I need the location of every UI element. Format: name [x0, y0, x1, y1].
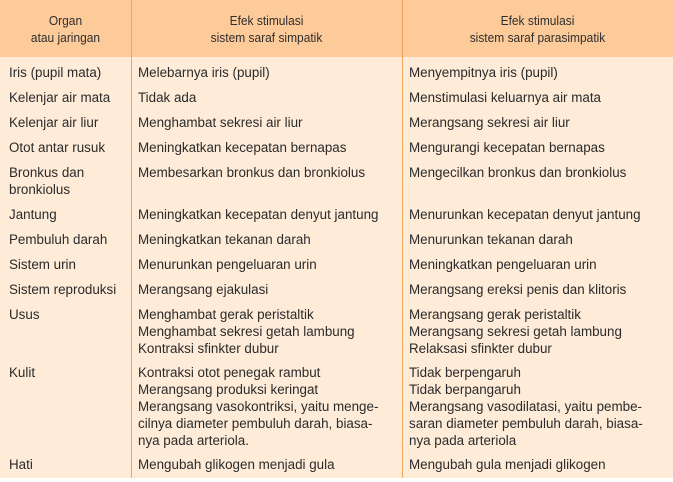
simpatik-cell-line: Meningkatkan kecepatan bernapas [138, 140, 347, 155]
parasimpatik-cell-line: Mengecilkan bronkus dan bronkiolus [409, 165, 627, 180]
simpatik-cell-line: Tidak ada [138, 90, 197, 105]
simpatik-cell-line: Meningkatkan kecepatan denyut jantung [138, 207, 379, 222]
simpatik-cell-line: Membesarkan bronkus dan bronkiolus [138, 165, 366, 180]
header-parasimpatik [413, 0, 662, 57]
simpatik-cell [138, 364, 378, 449]
simpatik-cell [138, 89, 196, 106]
parasimpatik-cell-line: Meningkatkan pengeluaran urin [409, 257, 597, 272]
parasimpatik-cell-line: Merangsang ereksi penis dan klitoris [409, 282, 627, 297]
simpatik-cell [138, 231, 311, 248]
parasimpatik-cell-line: Relaksasi sfinkter dubur [409, 341, 552, 356]
organ-cell [9, 89, 110, 106]
organ-cell-line: bronkiolus [9, 182, 71, 197]
simpatik-cell-line: Menghambat sekresi air liur [138, 115, 303, 130]
parasimpatik-cell [409, 206, 641, 223]
parasimpatik-cell-line: Mengubah gula menjadi glikogen [409, 457, 606, 472]
simpatik-cell [138, 256, 317, 273]
organ-cell-line: Hati [9, 457, 33, 472]
organ-cell [9, 206, 57, 223]
header-parasimpatik-line2: sistem saraf parasimpatik [469, 29, 606, 45]
organ-cell-line: Kelenjar air mata [9, 90, 111, 105]
organ-cell [9, 281, 116, 298]
organ-cell [9, 64, 101, 81]
simpatik-cell-line: Kontraksi otot penegak rambut [138, 365, 321, 380]
parasimpatik-cell-line: Merangsang sekresi getah lambung [409, 324, 622, 339]
parasimpatik-cell [409, 364, 643, 449]
organ-cell-line: Otot antar rusuk [9, 140, 106, 155]
organ-cell-line: Jantung [9, 207, 57, 222]
organ-cell [9, 364, 35, 381]
header-organ-line1: Organ [48, 12, 83, 28]
simpatik-cell-line: Merangsang produksi keringat [138, 382, 319, 397]
header-organ [5, 0, 126, 57]
parasimpatik-cell [409, 89, 601, 106]
simpatik-cell-line: nya pada arteriola. [138, 433, 249, 448]
simpatik-cell-line: Menghambat sekresi getah lambung [138, 324, 355, 339]
parasimpatik-cell [409, 281, 626, 298]
simpatik-cell-line: Merangsang ejakulasi [138, 282, 269, 297]
simpatik-cell [138, 114, 302, 131]
table-header [0, 0, 673, 57]
parasimpatik-cell-line: Merangsang gerak peristaltik [409, 307, 581, 322]
simpatik-cell-line: cilnya diameter pembuluh darah, biasa- [138, 416, 373, 431]
parasimpatik-cell [409, 306, 622, 357]
organ-cell [9, 306, 40, 323]
organ-cell [9, 164, 84, 198]
header-simpatik [142, 0, 391, 57]
organ-cell [9, 139, 105, 156]
header-organ-line2: atau jaringan [30, 29, 101, 45]
simpatik-cell-line: Meningkatkan tekanan darah [138, 232, 311, 247]
simpatik-cell [138, 139, 346, 156]
simpatik-cell-line: Kontraksi sfinkter dubur [138, 341, 279, 356]
simpatik-cell-line: Merangsang vasokontriksi, yaitu menge- [138, 399, 379, 414]
simpatik-cell-line: Menurunkan pengeluaran urin [138, 257, 317, 272]
parasimpatik-cell [409, 231, 573, 248]
parasimpatik-cell [409, 164, 626, 181]
column-divider-1 [131, 0, 132, 478]
parasimpatik-cell-line: Merangsang vasodilatasi, yaitu pembe- [409, 399, 642, 414]
parasimpatik-cell [409, 456, 606, 473]
organ-cell-line: Kelenjar air liur [9, 115, 99, 130]
organ-cell-line: Bronkus dan [9, 165, 85, 180]
parasimpatik-cell-line: Menyempitnya iris (pupil) [409, 65, 558, 80]
organ-cell [9, 456, 33, 473]
parasimpatik-cell-line: saran diameter pembuluh darah, biasa- [409, 416, 643, 431]
simpatik-cell [138, 164, 365, 181]
parasimpatik-cell [409, 139, 605, 156]
organ-cell-line: Usus [9, 307, 40, 322]
parasimpatik-cell-line: Menstimulasi keluarnya air mata [409, 90, 602, 105]
parasimpatik-cell-line: Tidak berpangaruh [409, 382, 521, 397]
parasimpatik-cell-line: nya pada arteriola [409, 433, 517, 448]
parasimpatik-cell [409, 64, 558, 81]
parasimpatik-cell-line: Tidak berpengaruh [409, 365, 521, 380]
simpatik-cell-line: Melebarnya iris (pupil) [138, 65, 270, 80]
organ-cell [9, 114, 98, 131]
column-divider-2 [402, 0, 403, 478]
organ-cell [9, 256, 76, 273]
header-simpatik-line2: sistem saraf simpatik [210, 29, 323, 45]
simpatik-cell [138, 306, 355, 357]
simpatik-cell [138, 281, 268, 298]
header-simpatik-line1: Efek stimulasi [229, 12, 304, 28]
organ-cell-line: Sistem reproduksi [9, 282, 117, 297]
simpatik-cell [138, 206, 378, 223]
simpatik-cell-line: Menghambat gerak peristaltik [138, 307, 314, 322]
parasimpatik-cell-line: Menurunkan kecepatan denyut jantung [409, 207, 641, 222]
parasimpatik-cell-line: Mengurangi kecepatan bernapas [409, 140, 605, 155]
organ-cell-line: Iris (pupil mata) [9, 65, 102, 80]
parasimpatik-cell [409, 114, 570, 131]
parasimpatik-cell-line: Menurunkan tekanan darah [409, 232, 573, 247]
simpatik-cell-line: Mengubah glikogen menjadi gula [138, 457, 335, 472]
organ-cell-line: Pembuluh darah [9, 232, 108, 247]
organ-cell-line: Sistem urin [9, 257, 76, 272]
simpatik-cell [138, 456, 335, 473]
organ-cell [9, 231, 107, 248]
header-parasimpatik-line1: Efek stimulasi [500, 12, 575, 28]
parasimpatik-cell-line: Merangsang sekresi air liur [409, 115, 570, 130]
parasimpatik-cell [409, 256, 597, 273]
organ-cell-line: Kulit [9, 365, 36, 380]
simpatik-cell [138, 64, 270, 81]
